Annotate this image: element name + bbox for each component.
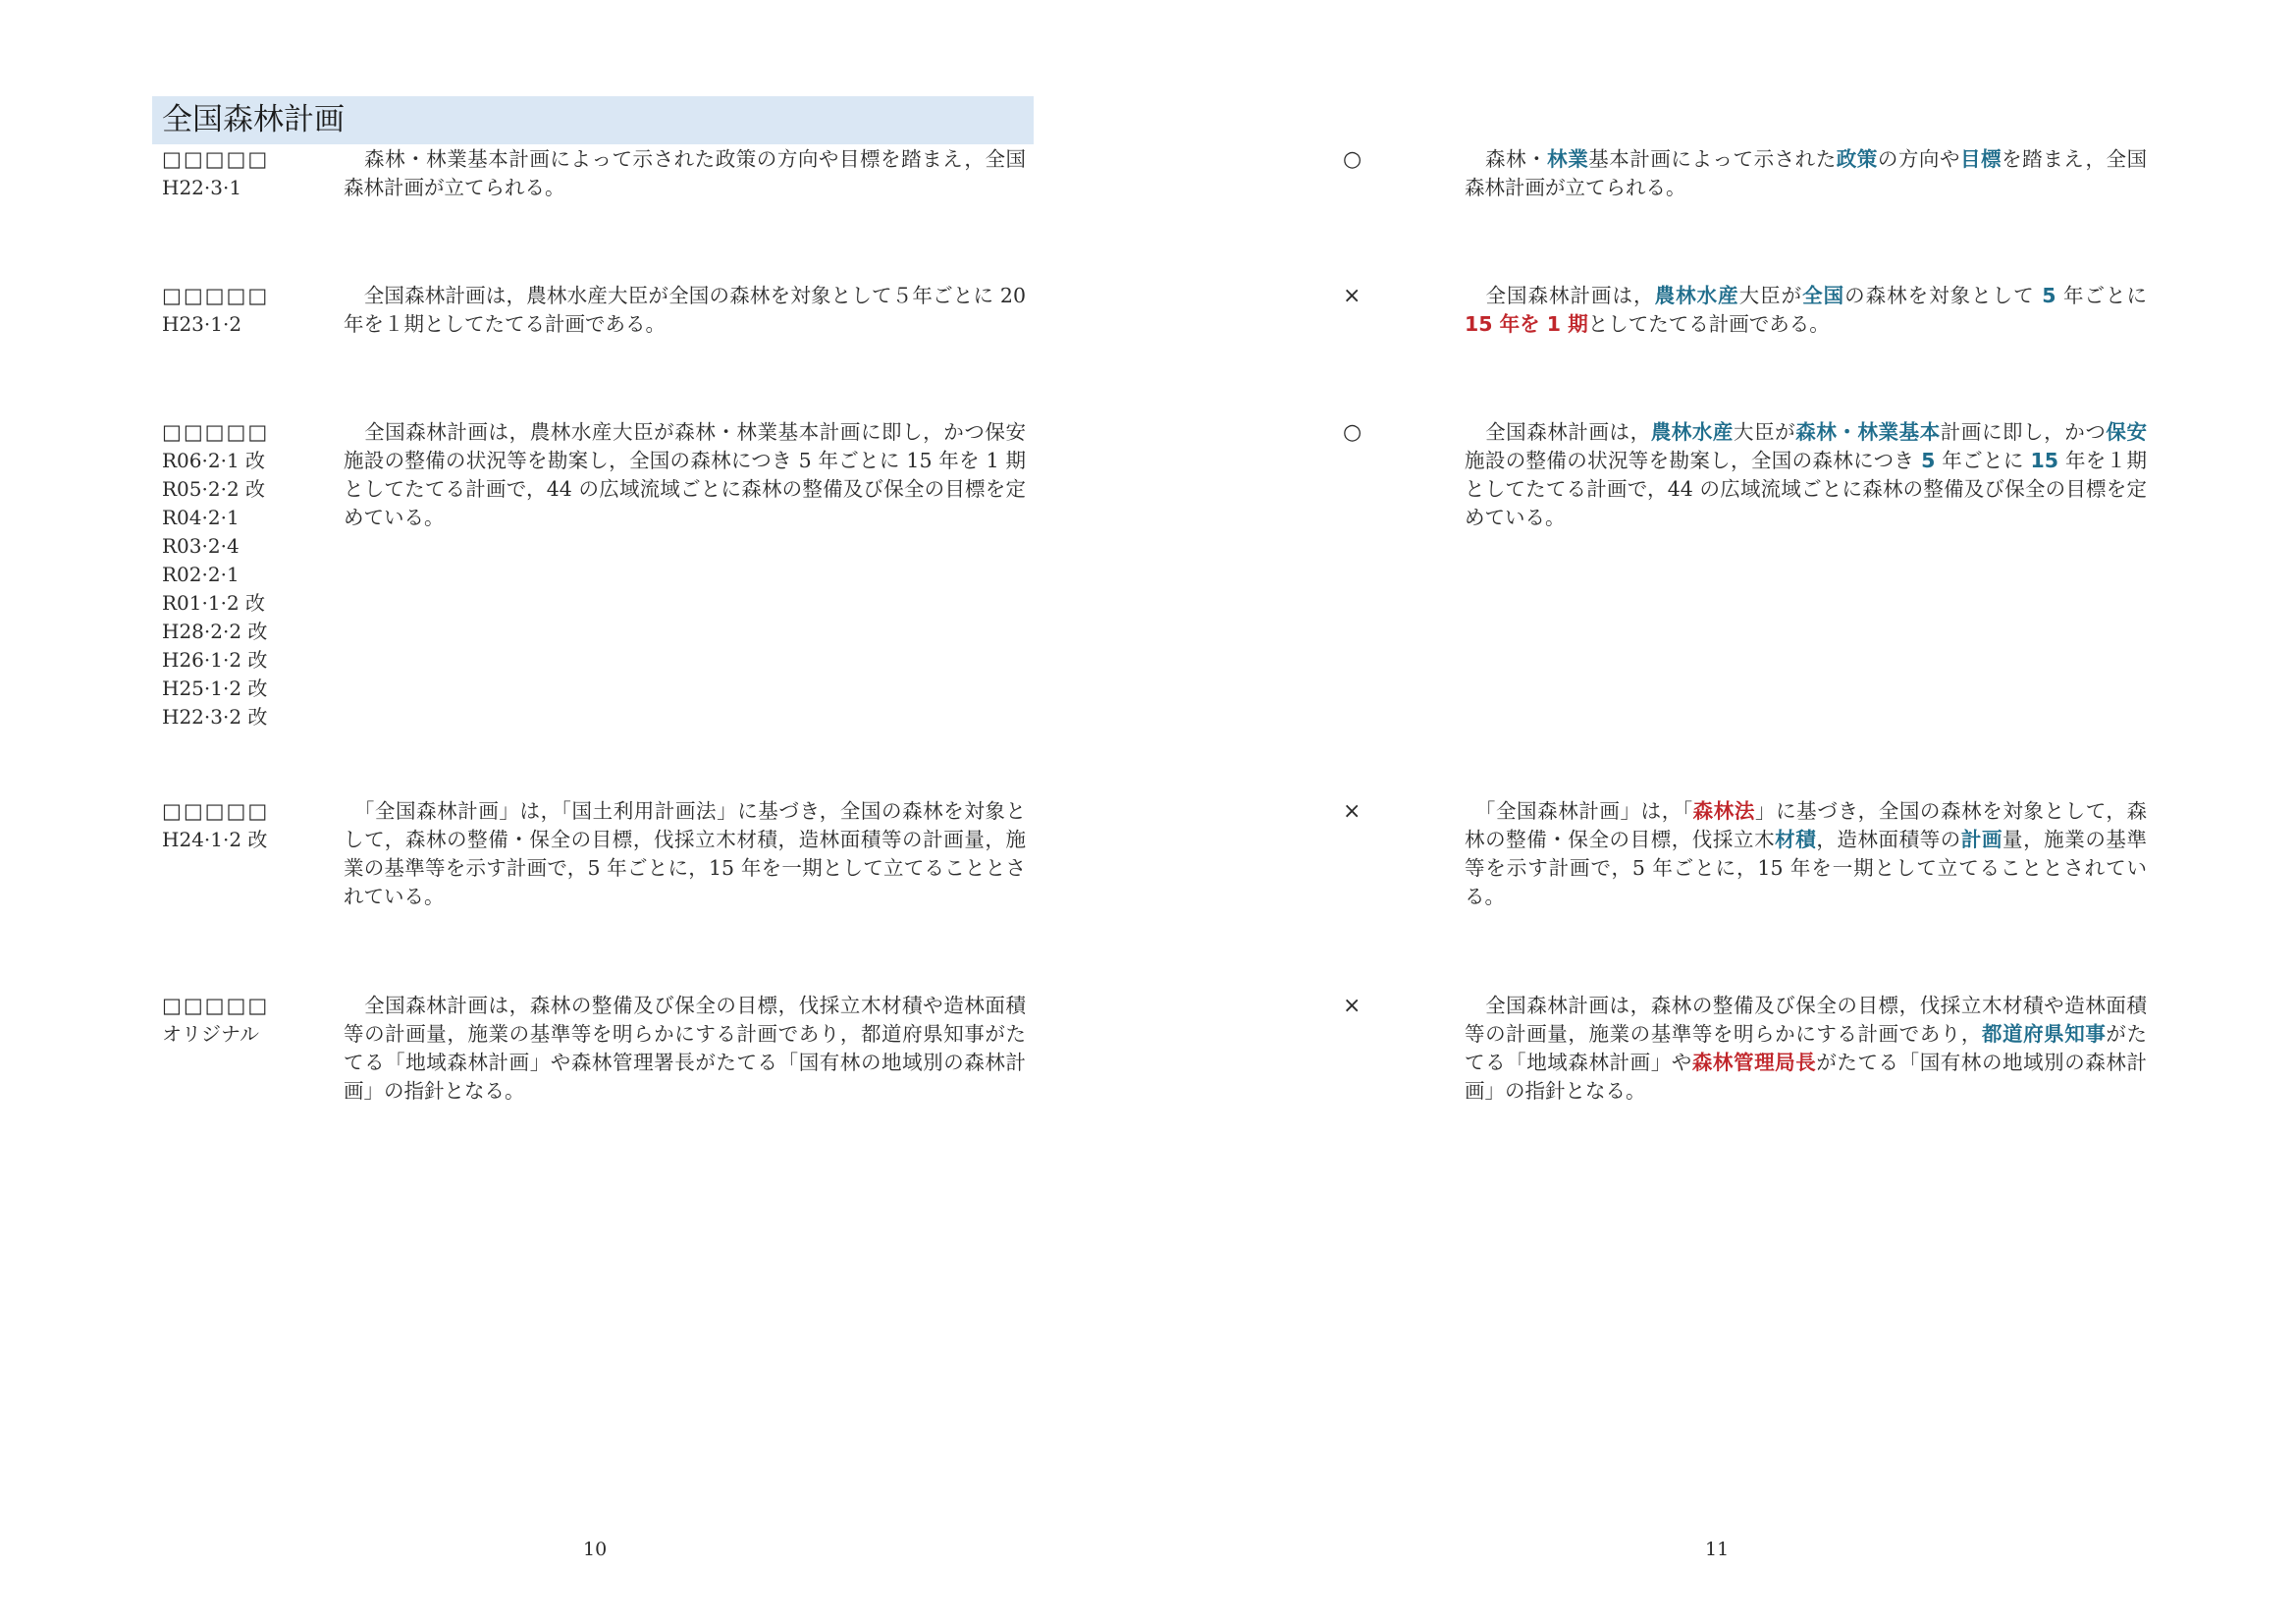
exam-year: H28·2·2 改 bbox=[162, 620, 268, 643]
checkbox-squares: □□□□□ bbox=[162, 147, 270, 171]
answer-text bbox=[1465, 418, 2147, 532]
keyword-highlight: 計画 bbox=[1960, 828, 2003, 851]
exam-year: H25·1·2 改 bbox=[162, 677, 268, 700]
answer-fragment: 大臣が bbox=[1738, 284, 1803, 307]
exam-year: H22·3·2 改 bbox=[162, 705, 268, 729]
answer-fragment: 年を１期としてたてる計画で，44 の広域流域ごとに森林の整備及び保全の目標を定めている。 bbox=[1465, 449, 2147, 529]
keyword-highlight: 保安 bbox=[2106, 420, 2147, 444]
answer-fragment: 施設の整備の状況等を勘案し，全国の森林につき bbox=[1465, 449, 1922, 472]
answer-fragment: としてたてる計画である。 bbox=[1587, 312, 1830, 336]
answer-fragment: 全国森林計画は，森林の整備及び保全の目標，伐採立木材積や造林面積等の計画量，施業の基準等を明らかにする計画であり， bbox=[1465, 994, 2147, 1046]
question-label bbox=[162, 992, 269, 1049]
exam-year: R04·2·1 bbox=[162, 506, 240, 529]
question-text: 全国森林計画は，農林水産大臣が全国の森林を対象として５年ごとに 20 年を１期としてたてる計画である。 bbox=[344, 284, 1026, 336]
answer-fragment: 量，施業の基準等を示す計画で，5 年ごとに，15 年を一期として立てることとされている。 bbox=[1465, 828, 2147, 908]
incorrect-mark: × bbox=[1343, 284, 1362, 308]
exam-year: H23·1·2 bbox=[162, 312, 242, 336]
incorrect-mark: × bbox=[1343, 799, 1362, 824]
answer-fragment: ，造林面積等の bbox=[1816, 828, 1961, 851]
keyword-highlight: 森林・林業基本 bbox=[1795, 420, 1941, 444]
question-label bbox=[162, 797, 269, 854]
answer-fragment: 森林・ bbox=[1465, 147, 1548, 171]
keyword-highlight: 林業 bbox=[1547, 147, 1589, 171]
answer-fragment: の森林を対象として bbox=[1844, 284, 2043, 307]
answer-fragment: 大臣が bbox=[1734, 420, 1796, 444]
answer-fragment: がたてる「国有林の地域別の森林計画」の指針となる。 bbox=[1465, 1051, 2147, 1103]
keyword-highlight: 5 bbox=[1921, 449, 1936, 472]
page-number: 11 bbox=[1705, 1539, 1730, 1560]
exam-year: R06·2·1 改 bbox=[162, 449, 266, 472]
question-text: 「全国森林計画」は，「国土利用計画法」に基づき，全国の森林を対象として，森林の整備・保全の目標，伐採立木材積，造林面積等の計画量，施業の基準等を示す計画で，5 年ごとに，15 年を一期として立てることとされている。 bbox=[344, 799, 1026, 908]
correct-mark: ○ bbox=[1343, 420, 1362, 445]
correction-highlight: 森林管理局長 bbox=[1691, 1051, 1817, 1074]
answer-fragment: 」に基づき，全国の森林を対象として，森林の整備・保全の目標，伐採立木 bbox=[1465, 799, 2147, 851]
exam-year: H24·1·2 改 bbox=[162, 828, 268, 851]
section-title: 全国森林計画 bbox=[152, 96, 1034, 144]
exam-year: R05·2·2 改 bbox=[162, 477, 266, 501]
exam-year: H26·1·2 改 bbox=[162, 648, 268, 672]
keyword-highlight: 材積 bbox=[1775, 828, 1817, 851]
question-text: 森林・林業基本計画によって示された政策の方向や目標を踏まえ，全国森林計画が立てられる。 bbox=[344, 147, 1026, 199]
answer-fragment: を踏まえ，全国森林計画が立てられる。 bbox=[1465, 147, 2148, 199]
answer-text bbox=[1465, 282, 2147, 339]
keyword-highlight: 全国 bbox=[1802, 284, 1845, 307]
question-label bbox=[162, 145, 269, 202]
answer-text bbox=[1465, 145, 2147, 202]
answer-fragment: の方向や bbox=[1877, 147, 1961, 171]
checkbox-squares: □□□□□ bbox=[162, 799, 270, 823]
answer-fragment: 年ごとに bbox=[1935, 449, 2031, 472]
correction-highlight: 15 年を 1 期 bbox=[1465, 312, 1588, 336]
checkbox-squares: □□□□□ bbox=[162, 994, 270, 1017]
answer-fragment: 計画に即し，かつ bbox=[1940, 420, 2107, 444]
exam-year: R03·2·4 bbox=[162, 534, 240, 558]
answer-text bbox=[1465, 797, 2147, 911]
keyword-highlight: 都道府県知事 bbox=[1981, 1022, 2107, 1046]
keyword-highlight: 農林水産 bbox=[1650, 420, 1735, 444]
question-text: 全国森林計画は，農林水産大臣が森林・林業基本計画に即し，かつ保安施設の整備の状況等を勘案し，全国の森林につき 5 年ごとに 15 年を 1 期としてたてる計画で，44 の広域流域ごとに森林の整備及び保全の目標を定めている。 bbox=[344, 420, 1026, 529]
exam-year: H22·3·1 bbox=[162, 176, 242, 199]
question-text: 全国森林計画は，森林の整備及び保全の目標，伐採立木材積や造林面積等の計画量，施業の基準等を明らかにする計画であり，都道府県知事がたてる「地域森林計画」や森林管理署長がたてる「国有林の地域別の森林計画」の指針となる。 bbox=[344, 994, 1026, 1103]
right-page bbox=[1148, 0, 2296, 1624]
answer-fragment: 全国森林計画は， bbox=[1465, 284, 1655, 307]
keyword-highlight: 農林水産 bbox=[1654, 284, 1739, 307]
keyword-highlight: 目標 bbox=[1960, 147, 2002, 171]
answer-fragment: 年ごとに bbox=[2056, 284, 2148, 307]
answer-fragment: 基本計画によって示された bbox=[1588, 147, 1837, 171]
exam-year: R01·1·2 改 bbox=[162, 591, 266, 615]
correct-mark: ○ bbox=[1343, 147, 1362, 172]
correction-highlight: 森林法 bbox=[1692, 799, 1755, 823]
question-label bbox=[162, 418, 269, 731]
keyword-highlight: 15 bbox=[2030, 449, 2059, 472]
exam-year: R02·2·1 bbox=[162, 563, 240, 586]
question-label bbox=[162, 282, 269, 339]
checkbox-squares: □□□□□ bbox=[162, 284, 270, 307]
keyword-highlight: 政策 bbox=[1836, 147, 1878, 171]
answer-fragment: がたてる「地域森林計画」や bbox=[1465, 1022, 2147, 1074]
keyword-highlight: 5 bbox=[2042, 284, 2056, 307]
exam-year: オリジナル bbox=[162, 1022, 259, 1046]
page-number: 10 bbox=[583, 1539, 608, 1560]
checkbox-squares: □□□□□ bbox=[162, 420, 270, 444]
incorrect-mark: × bbox=[1343, 994, 1362, 1018]
answer-text bbox=[1465, 992, 2147, 1106]
answer-fragment: 全国森林計画は， bbox=[1465, 420, 1651, 444]
answer-fragment: 「全国森林計画」は，「 bbox=[1465, 799, 1693, 823]
